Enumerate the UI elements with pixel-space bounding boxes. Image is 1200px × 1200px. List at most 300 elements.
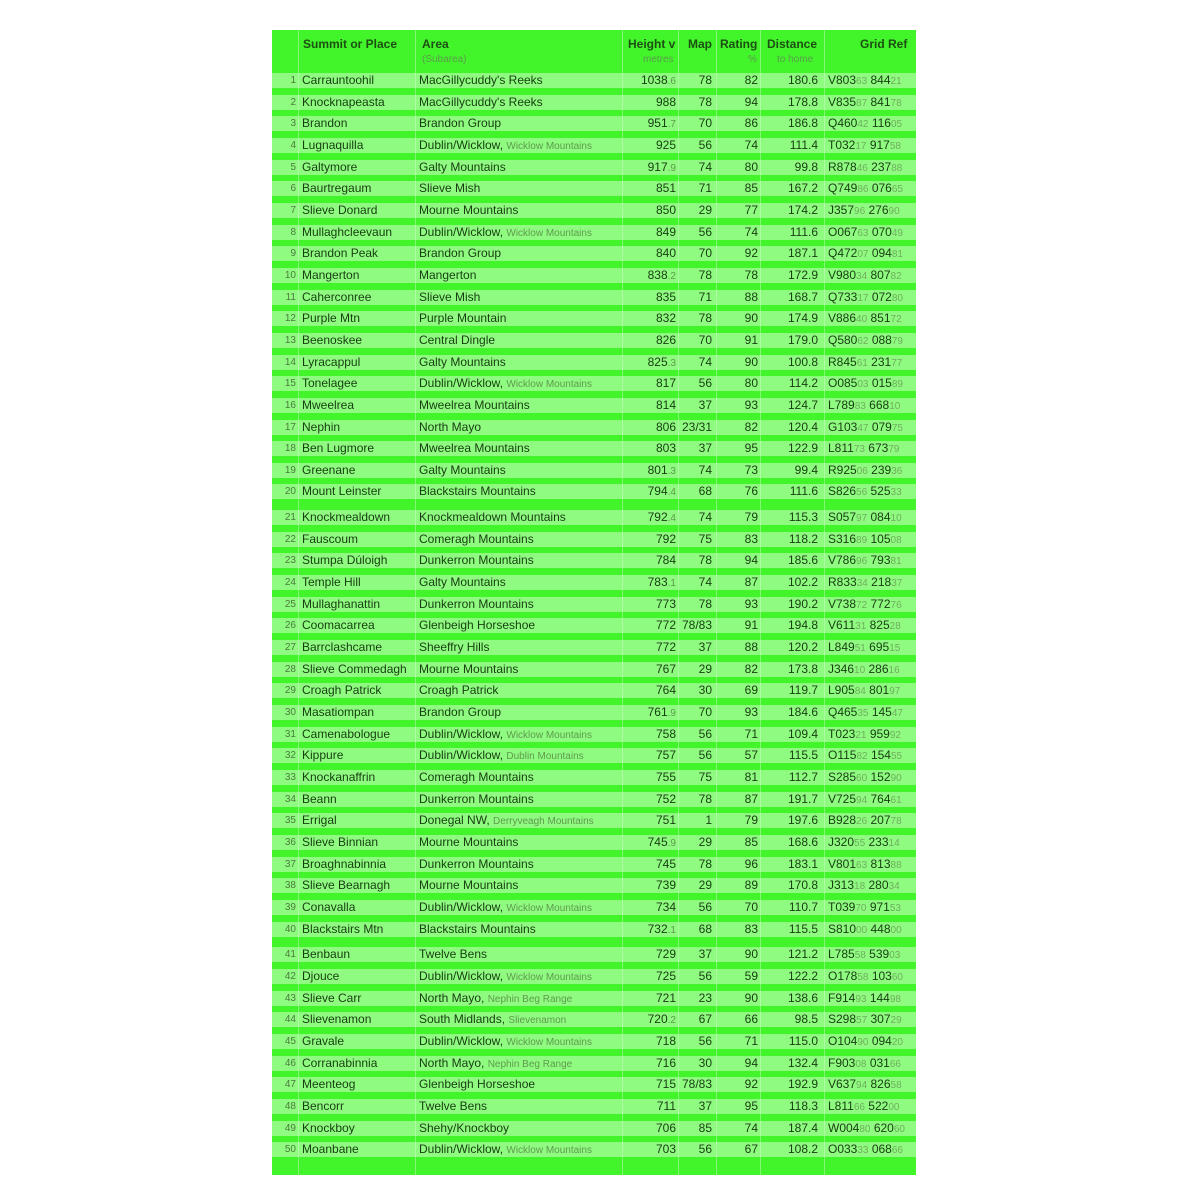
grid-northing: 084 bbox=[870, 510, 891, 525]
rating-cell: 94 bbox=[744, 553, 758, 568]
grid-easting-fine: 10 bbox=[854, 664, 866, 676]
table-row bbox=[272, 200, 916, 222]
summit-cell: Benbaun bbox=[302, 947, 351, 962]
height-int: 767 bbox=[655, 661, 676, 676]
summit-cell: Baurtregaum bbox=[302, 181, 372, 196]
grid-northing: 094 bbox=[871, 1033, 892, 1048]
height-cell bbox=[624, 897, 676, 919]
grid-northing: 144 bbox=[869, 990, 890, 1005]
height-cell bbox=[624, 1031, 676, 1053]
map-cell: 78/83 bbox=[681, 618, 712, 633]
height-cell bbox=[624, 1074, 676, 1096]
height-int: 772 bbox=[655, 618, 676, 633]
grid-easting-fine: 63 bbox=[856, 859, 868, 871]
grid-northing-fine: 60 bbox=[891, 971, 903, 983]
area-cell bbox=[419, 745, 584, 767]
grid-easting: F903 bbox=[828, 1055, 856, 1070]
area-text: Galty Mountains bbox=[419, 159, 506, 174]
grid-easting-fine: 07 bbox=[857, 249, 869, 261]
grid-northing-fine: 08 bbox=[890, 534, 902, 546]
table-row bbox=[272, 308, 916, 330]
height-int: 745 bbox=[647, 834, 668, 849]
height-cell bbox=[624, 659, 676, 681]
summit-cell: Camenabologue bbox=[302, 726, 391, 741]
subarea-text: Wicklow Mountains bbox=[506, 227, 592, 239]
height-cell bbox=[624, 287, 676, 309]
grid-ref-cell bbox=[828, 854, 908, 876]
distance-cell: 111.6 bbox=[789, 224, 818, 239]
grid-easting-fine: 35 bbox=[857, 708, 869, 720]
rating-cell: 74 bbox=[744, 1120, 758, 1135]
table-row bbox=[272, 529, 916, 551]
rank-cell: 12 bbox=[284, 313, 296, 325]
rank-cell: 38 bbox=[284, 880, 296, 892]
grid-ref-cell bbox=[828, 810, 908, 832]
summit-cell: Croagh Patrick bbox=[302, 683, 382, 698]
distance-cell: 197.6 bbox=[787, 813, 818, 828]
grid-easting-fine: 26 bbox=[856, 816, 868, 828]
row-band bbox=[272, 1142, 916, 1157]
rating-cell: 83 bbox=[744, 531, 758, 546]
grid-northing: 764 bbox=[870, 791, 891, 806]
grid-ref-cell bbox=[828, 265, 908, 287]
map-cell: 74 bbox=[698, 510, 712, 525]
area-cell bbox=[419, 113, 501, 135]
grid-ref-cell bbox=[828, 157, 908, 179]
distance-cell: 111.4 bbox=[789, 137, 818, 152]
rank-cell: 24 bbox=[284, 577, 296, 589]
area-text: Brandon Group bbox=[419, 705, 502, 720]
height-cell bbox=[624, 832, 676, 854]
map-cell: 56 bbox=[698, 899, 712, 914]
rating-cell: 59 bbox=[744, 968, 758, 983]
summit-cell: Knockmealdown bbox=[302, 510, 391, 525]
subarea-text: Nephin Beg Range bbox=[487, 1058, 573, 1070]
row-band bbox=[272, 160, 916, 175]
row-band bbox=[272, 420, 916, 435]
area-text: Mweelrea Mountains bbox=[419, 397, 530, 412]
grid-easting-fine: 93 bbox=[855, 993, 867, 1005]
area-text: Shehy/Knockboy bbox=[419, 1120, 510, 1135]
grid-ref-cell bbox=[828, 222, 908, 244]
grid-ref-cell bbox=[828, 1053, 908, 1075]
grid-ref-cell bbox=[828, 789, 908, 811]
height-int: 725 bbox=[655, 968, 676, 983]
height-int: 706 bbox=[655, 1120, 676, 1135]
area-cell bbox=[419, 832, 518, 854]
map-cell: 70 bbox=[698, 246, 712, 261]
height-cell bbox=[624, 1053, 676, 1075]
area-cell bbox=[419, 550, 534, 572]
grid-ref-cell bbox=[828, 637, 908, 659]
height-cell bbox=[624, 1096, 676, 1118]
height-decimal: .1 bbox=[667, 924, 676, 936]
map-cell: 78 bbox=[698, 267, 712, 282]
rating-cell: 82 bbox=[744, 73, 758, 87]
rating-cell: 87 bbox=[744, 791, 758, 806]
table-row bbox=[272, 178, 916, 200]
rating-cell: 57 bbox=[744, 748, 758, 763]
rank-cell: 32 bbox=[284, 750, 296, 762]
height-cell bbox=[624, 417, 676, 439]
distance-cell: 184.6 bbox=[787, 705, 818, 720]
area-text: Dunkerron Mountains bbox=[419, 596, 534, 611]
summit-cell: Slievenamon bbox=[302, 1012, 372, 1027]
height-cell bbox=[624, 594, 676, 616]
height-cell bbox=[624, 395, 676, 417]
grid-ref-cell bbox=[828, 395, 908, 417]
rating-cell: 79 bbox=[744, 813, 758, 828]
area-text: Mourne Mountains bbox=[419, 878, 519, 893]
area-cell bbox=[419, 157, 506, 179]
map-cell: 78 bbox=[698, 856, 712, 871]
area-cell bbox=[419, 529, 534, 551]
height-cell bbox=[624, 70, 676, 92]
grid-northing: 525 bbox=[870, 484, 891, 499]
height-int: 721 bbox=[655, 990, 676, 1005]
summit-cell: Tonelagee bbox=[302, 376, 358, 391]
area-cell bbox=[419, 1009, 566, 1031]
table-row bbox=[272, 438, 916, 460]
table-row bbox=[272, 659, 916, 681]
grid-easting-fine: 96 bbox=[854, 205, 866, 217]
rating-cell: 71 bbox=[744, 726, 758, 741]
grid-northing: 522 bbox=[868, 1098, 889, 1113]
map-cell: 78 bbox=[698, 553, 712, 568]
map-cell: 56 bbox=[698, 968, 712, 983]
header-grid-ref: Grid Ref bbox=[860, 37, 908, 51]
map-cell: 37 bbox=[698, 1098, 712, 1113]
table-row bbox=[272, 789, 916, 811]
grid-easting: L785 bbox=[828, 947, 855, 962]
height-int: 773 bbox=[655, 596, 676, 611]
height-cell bbox=[624, 854, 676, 876]
grid-ref-cell bbox=[828, 438, 908, 460]
grid-northing: 307 bbox=[870, 1012, 891, 1027]
rating-cell: 67 bbox=[744, 1142, 758, 1157]
distance-cell: 138.6 bbox=[787, 990, 818, 1005]
area-text: MacGillycuddy's Reeks bbox=[419, 73, 543, 87]
area-text: Donegal NW, bbox=[419, 813, 490, 828]
subarea-text: Wicklow Mountains bbox=[506, 1145, 592, 1157]
height-int: 840 bbox=[655, 246, 676, 261]
height-int: 757 bbox=[655, 748, 676, 763]
grid-easting-fine: 57 bbox=[856, 1015, 868, 1027]
grid-easting-fine: 58 bbox=[857, 971, 869, 983]
grid-easting: V801 bbox=[828, 856, 857, 871]
table-row bbox=[272, 966, 916, 988]
grid-northing: 152 bbox=[870, 770, 891, 784]
distance-cell: 120.4 bbox=[787, 419, 818, 434]
height-int: 806 bbox=[655, 419, 676, 434]
grid-easting: V611 bbox=[828, 618, 856, 633]
map-cell: 29 bbox=[698, 834, 712, 849]
rating-cell: 81 bbox=[744, 770, 758, 784]
grid-northing-fine: 16 bbox=[888, 664, 900, 676]
grid-ref-cell bbox=[828, 680, 908, 702]
rank-cell: 13 bbox=[284, 334, 296, 346]
height-int: 720 bbox=[647, 1012, 668, 1027]
height-int: 739 bbox=[655, 878, 676, 893]
grid-easting: T023 bbox=[828, 726, 856, 741]
summit-cell: Corranabinnia bbox=[302, 1055, 378, 1070]
area-cell bbox=[419, 767, 534, 789]
map-cell: 71 bbox=[698, 181, 712, 196]
rating-cell: 85 bbox=[744, 181, 758, 196]
grid-easting-fine: 58 bbox=[854, 950, 866, 962]
table-row bbox=[272, 637, 916, 659]
rank-cell: 33 bbox=[284, 772, 296, 783]
area-text: Galty Mountains bbox=[419, 462, 506, 477]
area-text: Slieve Mish bbox=[419, 289, 481, 304]
grid-easting: Q465 bbox=[828, 705, 858, 720]
grid-easting-fine: 90 bbox=[857, 1036, 869, 1048]
height-int: 849 bbox=[655, 224, 676, 239]
table-row bbox=[272, 1053, 916, 1075]
summit-cell: Slieve Bearnagh bbox=[302, 878, 391, 893]
grid-ref-cell bbox=[828, 200, 908, 222]
grid-ref-cell bbox=[828, 1031, 908, 1053]
grid-easting-fine: 34 bbox=[856, 270, 868, 282]
grid-northing: 539 bbox=[869, 947, 890, 962]
summit-cell: Beenoskee bbox=[302, 332, 363, 347]
grid-ref-cell bbox=[828, 897, 908, 919]
summit-cell: Knockboy bbox=[302, 1120, 355, 1135]
summit-cell: Errigal bbox=[302, 813, 337, 828]
area-cell bbox=[419, 1139, 592, 1161]
grid-northing: 673 bbox=[868, 441, 889, 456]
summit-cell: Blackstairs Mtn bbox=[302, 921, 384, 936]
grid-easting: S285 bbox=[828, 770, 857, 784]
area-cell bbox=[419, 481, 536, 503]
height-decimal: .4 bbox=[667, 487, 676, 499]
grid-easting-fine: 94 bbox=[856, 1080, 868, 1092]
row-band bbox=[272, 1077, 916, 1092]
map-cell: 29 bbox=[698, 202, 712, 217]
rating-cell: 92 bbox=[744, 1077, 758, 1092]
height-cell bbox=[624, 460, 676, 482]
map-cell: 75 bbox=[698, 531, 712, 546]
grid-easting-fine: 46 bbox=[856, 162, 868, 174]
height-decimal: .4 bbox=[667, 513, 676, 525]
rating-cell: 92 bbox=[744, 246, 758, 261]
summit-cell: Lyracappul bbox=[302, 354, 361, 369]
row-band bbox=[272, 1034, 916, 1049]
grid-northing: 844 bbox=[870, 73, 891, 87]
area-text: MacGillycuddy's Reeks bbox=[419, 94, 543, 109]
rating-cell: 94 bbox=[744, 94, 758, 109]
table-row bbox=[272, 243, 916, 265]
summit-cell: Coomacarrea bbox=[302, 618, 375, 633]
grid-easting-fine: 70 bbox=[855, 902, 867, 914]
height-int: 745 bbox=[655, 856, 676, 871]
distance-cell: 122.2 bbox=[787, 968, 818, 983]
rank-cell: 30 bbox=[284, 707, 296, 719]
summit-cell: Broaghnabinnia bbox=[302, 856, 387, 871]
table-row bbox=[272, 1009, 916, 1031]
area-text: Blackstairs Mountains bbox=[419, 484, 536, 499]
grid-northing-fine: 66 bbox=[889, 1058, 901, 1070]
rank-cell: 18 bbox=[284, 443, 296, 455]
rank-cell: 15 bbox=[284, 378, 296, 390]
row-band bbox=[272, 532, 916, 547]
grid-easting: S810 bbox=[828, 921, 857, 936]
area-text: Twelve Bens bbox=[419, 1098, 488, 1113]
distance-cell: 118.2 bbox=[788, 531, 818, 546]
map-cell: 30 bbox=[698, 683, 712, 698]
rating-cell: 88 bbox=[744, 289, 758, 304]
grid-northing: 070 bbox=[871, 224, 892, 239]
grid-easting: T032 bbox=[828, 137, 856, 152]
rank-cell: 27 bbox=[284, 642, 296, 654]
rank-cell: 16 bbox=[284, 399, 296, 411]
map-cell: 78 bbox=[698, 791, 712, 806]
row-band bbox=[272, 355, 916, 370]
area-cell bbox=[419, 680, 498, 702]
rating-cell: 80 bbox=[744, 159, 758, 174]
area-text: Glenbeigh Horseshoe bbox=[419, 1077, 536, 1092]
area-cell bbox=[419, 265, 476, 287]
grid-easting-fine: 96 bbox=[856, 556, 868, 568]
grid-northing-fine: 37 bbox=[891, 578, 903, 590]
grid-ref-cell bbox=[828, 988, 908, 1010]
map-cell: 78 bbox=[698, 311, 712, 326]
area-text: Mourne Mountains bbox=[419, 661, 519, 676]
grid-northing: 218 bbox=[871, 575, 892, 590]
area-cell bbox=[419, 659, 518, 681]
grid-northing: 233 bbox=[868, 834, 889, 849]
grid-northing-fine: 92 bbox=[889, 729, 901, 741]
area-cell bbox=[419, 287, 480, 309]
table-row bbox=[272, 854, 916, 876]
distance-cell: 109.4 bbox=[787, 726, 818, 741]
grid-easting-fine: 18 bbox=[854, 881, 866, 893]
grid-easting: O085 bbox=[828, 376, 858, 391]
grid-northing: 971 bbox=[869, 899, 890, 914]
grid-easting-fine: 63 bbox=[857, 227, 869, 239]
rating-cell: 71 bbox=[744, 1033, 758, 1048]
area-cell bbox=[419, 1096, 487, 1118]
height-int: 925 bbox=[655, 137, 676, 152]
rank-cell: 26 bbox=[284, 620, 296, 632]
grid-northing-fine: 58 bbox=[890, 1080, 902, 1092]
grid-easting-fine: 94 bbox=[856, 794, 868, 806]
map-cell: 56 bbox=[698, 1142, 712, 1157]
height-decimal: .9 bbox=[667, 837, 676, 849]
grid-northing-fine: 21 bbox=[890, 76, 902, 87]
rank-cell: 23 bbox=[284, 555, 296, 567]
row-band bbox=[272, 311, 916, 326]
map-cell: 78 bbox=[698, 94, 712, 109]
summit-cell: Nephin bbox=[302, 419, 341, 434]
grid-easting: S298 bbox=[828, 1012, 857, 1027]
summit-cell: Galtymore bbox=[302, 159, 358, 174]
table-row bbox=[272, 135, 916, 157]
table-row bbox=[272, 724, 916, 746]
height-decimal: .9 bbox=[667, 162, 676, 174]
height-int: 758 bbox=[655, 726, 676, 741]
height-cell bbox=[624, 572, 676, 594]
area-text: Galty Mountains bbox=[419, 354, 506, 369]
rating-cell: 90 bbox=[744, 354, 758, 369]
height-int: 711 bbox=[656, 1098, 676, 1113]
area-cell bbox=[419, 200, 518, 222]
rank-cell: 25 bbox=[284, 598, 296, 610]
grid-easting-fine: 89 bbox=[856, 534, 868, 546]
height-decimal: .2 bbox=[667, 1015, 676, 1027]
grid-ref-cell bbox=[828, 308, 908, 330]
map-cell: 56 bbox=[698, 1033, 712, 1048]
grid-northing-fine: 05 bbox=[890, 119, 903, 131]
map-cell: 23/31 bbox=[681, 419, 712, 434]
grid-northing: 801 bbox=[869, 683, 890, 698]
grid-easting: W004 bbox=[828, 1120, 860, 1135]
grid-northing-fine: 03 bbox=[889, 950, 901, 962]
header-rating: Rating bbox=[720, 37, 758, 51]
rank-cell: 35 bbox=[284, 815, 296, 827]
row-band bbox=[272, 1121, 916, 1136]
header-summit: Summit or Place bbox=[303, 37, 398, 51]
grid-northing: 668 bbox=[869, 397, 890, 412]
grid-northing: 072 bbox=[871, 289, 892, 304]
grid-northing: 826 bbox=[870, 1077, 891, 1092]
grid-northing: 772 bbox=[870, 596, 891, 611]
grid-ref-cell bbox=[828, 178, 908, 200]
grid-easting-fine: 84 bbox=[854, 686, 866, 698]
table-row bbox=[272, 352, 916, 374]
table-row bbox=[272, 287, 916, 309]
summit-cell: Stumpa Dúloigh bbox=[302, 553, 388, 568]
grid-northing-fine: 58 bbox=[889, 140, 901, 152]
height-cell bbox=[624, 1118, 676, 1140]
grid-ref-cell bbox=[828, 1118, 908, 1140]
height-int: 803 bbox=[655, 441, 676, 456]
summit-cell: Lugnaquilla bbox=[302, 137, 364, 152]
table-row bbox=[272, 875, 916, 897]
table-row bbox=[272, 702, 916, 724]
grid-northing-fine: 10 bbox=[889, 400, 901, 412]
area-cell bbox=[419, 594, 534, 616]
map-cell: 74 bbox=[698, 159, 712, 174]
height-int: 752 bbox=[655, 791, 676, 806]
table-row bbox=[272, 810, 916, 832]
rank-cell: 39 bbox=[284, 901, 296, 913]
grid-ref-cell bbox=[828, 352, 908, 374]
grid-easting-fine: 60 bbox=[856, 773, 868, 784]
grid-northing-fine: 33 bbox=[890, 487, 902, 499]
height-cell bbox=[624, 745, 676, 767]
grid-easting: G103 bbox=[828, 419, 858, 434]
grid-easting: R845 bbox=[828, 354, 857, 369]
area-cell bbox=[419, 789, 534, 811]
grid-easting: S316 bbox=[828, 531, 857, 546]
table-row bbox=[272, 919, 916, 941]
rank-cell: 3 bbox=[290, 118, 296, 130]
area-text: Mangerton bbox=[419, 267, 477, 282]
grid-northing-fine: 20 bbox=[891, 1036, 903, 1048]
height-decimal: .9 bbox=[667, 708, 676, 720]
height-int: 817 bbox=[655, 376, 676, 391]
summit-cell: Brandon Peak bbox=[302, 246, 379, 261]
table-row bbox=[272, 460, 916, 482]
rating-cell: 74 bbox=[744, 137, 758, 152]
grid-northing: 088 bbox=[871, 332, 892, 347]
map-cell: 85 bbox=[698, 1120, 712, 1135]
grid-ref-cell bbox=[828, 724, 908, 746]
height-cell bbox=[624, 438, 676, 460]
table-row bbox=[272, 988, 916, 1010]
height-cell bbox=[624, 919, 676, 941]
